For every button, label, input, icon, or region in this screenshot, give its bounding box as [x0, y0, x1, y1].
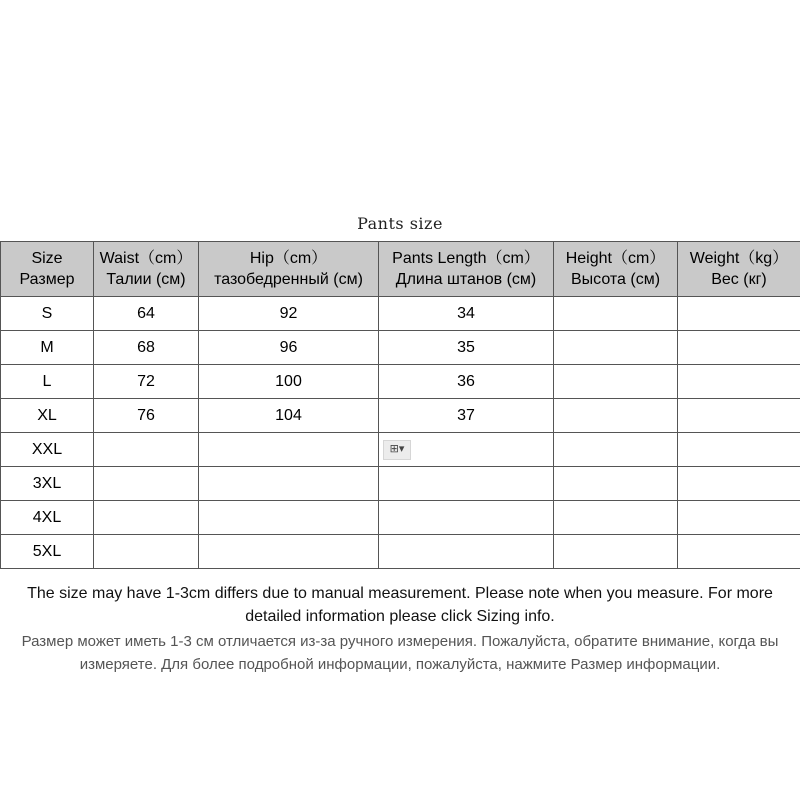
table-row	[1, 467, 800, 501]
weight-cell	[678, 433, 800, 467]
waist-cell: 76	[94, 399, 199, 433]
size-cell: XL	[1, 399, 94, 433]
table-row	[1, 365, 800, 399]
table-title: Pants size	[357, 214, 443, 233]
table-row	[1, 501, 800, 535]
paste-options-icon[interactable]: ⊞▾	[383, 440, 411, 460]
size-cell: 3XL	[1, 467, 94, 501]
note-english: The size may have 1-3cm differs due to manual measurement. Please note when you measure. For more detailed information please click Sizing info.	[27, 585, 773, 625]
header-label-en: Hip（cm）	[249, 250, 328, 267]
hip-cell: 96	[199, 331, 379, 365]
hip-cell: 104	[199, 399, 379, 433]
header-label-ru: тазобедренный (см)	[214, 271, 363, 288]
weight-cell	[678, 365, 800, 399]
waist-cell: 64	[94, 297, 199, 331]
header-size	[1, 242, 94, 297]
header-label-ru: Вес (кг)	[711, 271, 767, 288]
table-row	[1, 535, 800, 569]
hip-cell: 100	[199, 365, 379, 399]
length-cell	[379, 501, 554, 535]
header-hip	[199, 242, 379, 297]
header-label-en: Height（cm）	[565, 250, 666, 267]
weight-cell	[678, 501, 800, 535]
size-cell: 4XL	[1, 501, 94, 535]
length-cell	[379, 535, 554, 569]
height-cell	[554, 467, 678, 501]
note-russian: Размер может иметь 1-3 см отличается из-за ручного измерения. Пожалуйста, обратите внимание, когда вы измеряете. Для более подробной информации, пожалуйста, нажмите Размер информации.	[21, 633, 779, 673]
height-cell	[554, 297, 678, 331]
header-label-ru: Размер	[19, 271, 75, 288]
weight-cell	[678, 331, 800, 365]
table-row	[1, 297, 800, 331]
length-cell	[379, 433, 554, 467]
height-cell	[554, 365, 678, 399]
weight-cell	[678, 399, 800, 433]
hip-cell	[199, 467, 379, 501]
size-cell: 5XL	[1, 535, 94, 569]
height-cell	[554, 399, 678, 433]
height-cell	[554, 501, 678, 535]
waist-cell	[94, 433, 199, 467]
size-cell: L	[1, 365, 94, 399]
header-waist	[94, 242, 199, 297]
header-label-en: Waist（cm）	[99, 250, 193, 267]
height-cell	[554, 331, 678, 365]
header-label-en: Pants Length（cm）	[392, 250, 540, 267]
length-cell: 35	[379, 331, 554, 365]
weight-cell	[678, 467, 800, 501]
table-row	[1, 433, 800, 467]
size-chart-table	[0, 241, 800, 569]
header-pants-length	[379, 242, 554, 297]
weight-cell	[678, 297, 800, 331]
length-cell: 36	[379, 365, 554, 399]
hip-cell	[199, 433, 379, 467]
header-height	[554, 242, 678, 297]
header-row	[1, 242, 800, 297]
header-label-ru: Длина штанов (см)	[395, 271, 537, 288]
size-cell: S	[1, 297, 94, 331]
header-label-ru: Высота (см)	[570, 271, 661, 288]
table-row	[1, 331, 800, 365]
waist-cell	[94, 535, 199, 569]
hip-cell	[199, 501, 379, 535]
length-cell	[379, 467, 554, 501]
length-cell: 37	[379, 399, 554, 433]
length-cell: 34	[379, 297, 554, 331]
size-cell: M	[1, 331, 94, 365]
waist-cell: 68	[94, 331, 199, 365]
hip-cell: 92	[199, 297, 379, 331]
waist-cell	[94, 467, 199, 501]
header-label-ru: Талии (см)	[106, 271, 186, 288]
weight-cell	[678, 535, 800, 569]
waist-cell: 72	[94, 365, 199, 399]
height-cell	[554, 433, 678, 467]
height-cell	[554, 535, 678, 569]
header-label-en: Size	[31, 250, 63, 267]
header-weight	[678, 242, 800, 297]
size-cell: XXL	[1, 433, 94, 467]
table-row	[1, 399, 800, 433]
waist-cell	[94, 501, 199, 535]
header-label-en: Weight（kg）	[689, 250, 789, 267]
hip-cell	[199, 535, 379, 569]
notes-block	[0, 582, 800, 676]
